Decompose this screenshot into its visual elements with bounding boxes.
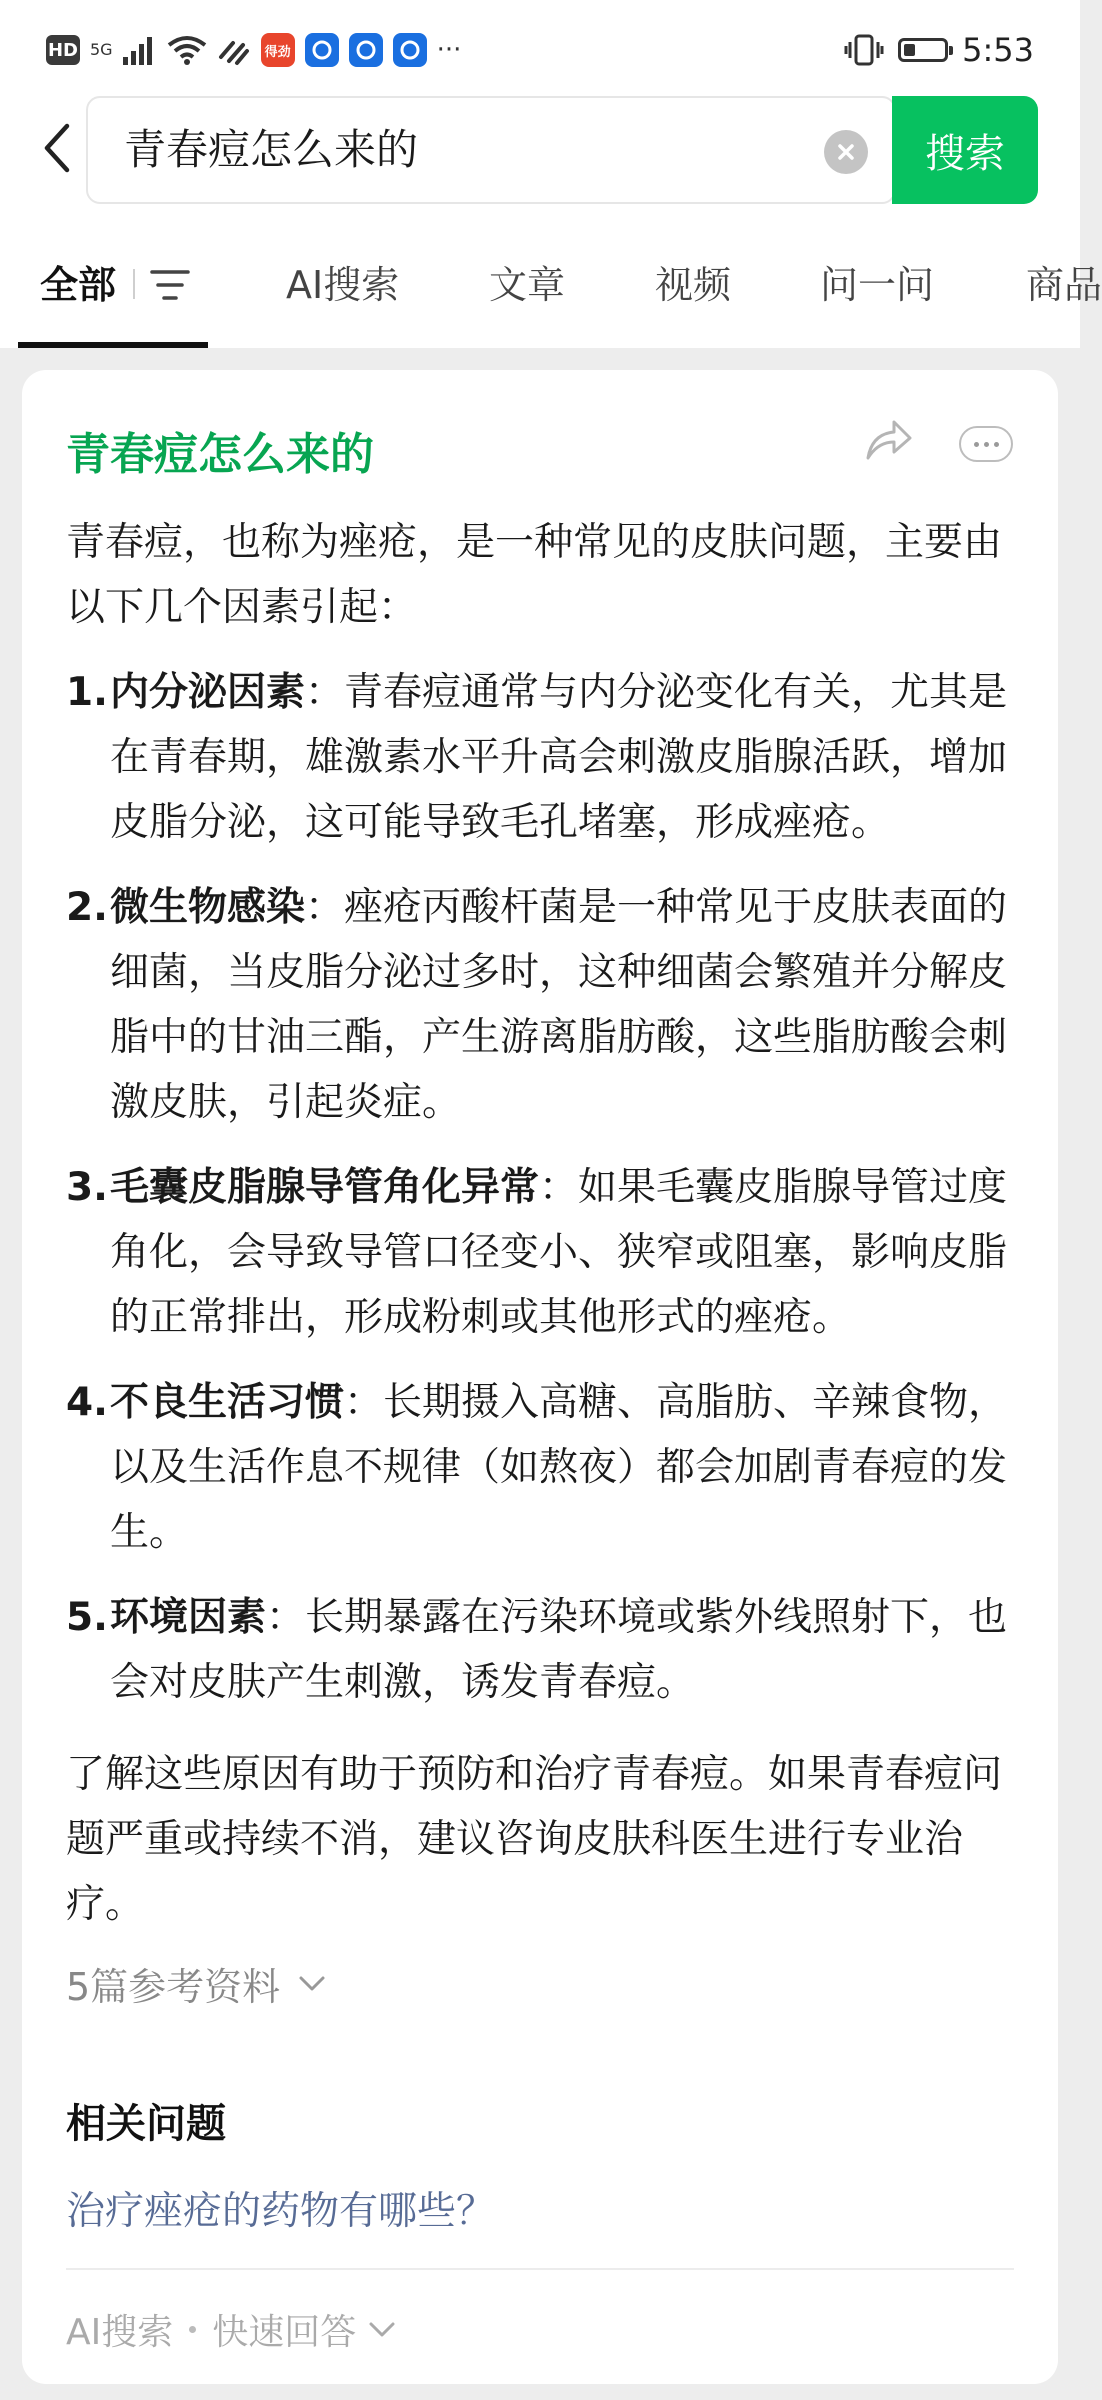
- more-notifications: ···: [436, 35, 462, 65]
- list-item-number: 2.: [66, 885, 108, 930]
- battery-icon: [898, 38, 948, 62]
- separator-dot: [189, 2326, 196, 2333]
- chevron-down-icon: [368, 2321, 396, 2339]
- answer-intro: 青春痘，也称为痤疮，是一种常见的皮肤问题，主要由以下几个因素引起：: [66, 520, 1003, 630]
- tab-bar: [0, 216, 1102, 348]
- list-item: [66, 1155, 1026, 1350]
- clear-search-button[interactable]: [824, 130, 868, 174]
- references-label: 5篇参考资料: [66, 1965, 281, 2009]
- ai-answer-card: [22, 370, 1058, 2384]
- source-label: AI搜索: [66, 2312, 174, 2353]
- tab-ai-search[interactable]: AI搜索: [286, 263, 400, 307]
- related-question-link[interactable]: 治疗痤疮的药物有哪些？: [66, 2189, 496, 2234]
- list-item-term: 毛囊皮脂腺导管角化异常: [110, 1165, 540, 1210]
- vibrate-icon: [844, 34, 884, 66]
- list-item-number: 4.: [66, 1380, 108, 1425]
- list-item-number: 1.: [66, 670, 108, 715]
- list-item-term: 微生物感染: [110, 885, 306, 930]
- tab-ask[interactable]: 问一问: [820, 263, 935, 307]
- answer-mode-dropdown[interactable]: [212, 2304, 396, 2355]
- app-badge-label: 得劲: [264, 44, 291, 60]
- list-item-number: 5.: [66, 1595, 108, 1640]
- divider: [66, 2268, 1014, 2270]
- list-item-term: 内分泌因素: [110, 670, 306, 715]
- close-icon: [836, 142, 856, 162]
- list-item-text: ：长期暴露在污染环境或紫外线照射下，也会对皮肤产生刺激，诱发青春痘。: [110, 1595, 1008, 1705]
- clock: 5:53: [962, 31, 1034, 69]
- related-questions-title: 相关问题: [66, 2101, 226, 2147]
- network-indicator: [90, 42, 113, 58]
- list-item: [66, 1585, 1026, 1715]
- more-options-icon[interactable]: [959, 426, 1013, 462]
- app-notification-icon: [393, 33, 427, 67]
- list-item-text: ：痤疮丙酸杆菌是一种常见于皮肤表面的细菌，当皮脂分泌过多时，这种细菌会繁殖并分解皮脂中的甘油三酯，产生游离脂肪酸，这些脂肪酸会刺激皮肤，引起炎症。: [110, 885, 1008, 1125]
- status-bar: [0, 0, 1080, 96]
- app-notification-icon: [261, 33, 295, 67]
- answer-footer: [66, 2304, 396, 2355]
- network-label: 5G: [90, 40, 113, 59]
- list-item-text: ：如果毛囊皮脂腺导管过度角化，会导致导管口径变小、狭窄或阻塞，影响皮脂的正常排出，形成粉刺或其他形式的痤疮。: [110, 1165, 1008, 1340]
- list-item: [66, 660, 1026, 855]
- list-item-number: 3.: [66, 1165, 108, 1210]
- status-right: [844, 28, 1034, 72]
- app-notification-icon: [349, 33, 383, 67]
- tab-products[interactable]: 商品: [1026, 263, 1102, 307]
- share-icon[interactable]: [864, 418, 912, 462]
- tab-articles[interactable]: 文章: [489, 263, 566, 307]
- data-saver-icon: [217, 35, 251, 65]
- chevron-left-icon: [41, 122, 71, 174]
- app-notification-icon: [305, 33, 339, 67]
- chevron-down-icon: [298, 1975, 326, 1993]
- hd-indicator: HD: [46, 35, 80, 65]
- references-toggle[interactable]: [66, 1956, 326, 2011]
- list-item-text: ：长期摄入高糖、高脂肪、辛辣食物，以及生活作息不规律（如熬夜）都会加剧青春痘的发生。: [110, 1380, 1008, 1555]
- wifi-icon: [167, 35, 207, 65]
- back-button[interactable]: [28, 118, 84, 178]
- search-button[interactable]: 搜索: [892, 96, 1038, 204]
- signal-icon: [123, 35, 157, 65]
- list-item-term: 不良生活习惯: [110, 1380, 345, 1425]
- search-query[interactable]: 青春痘怎么来的: [124, 125, 419, 174]
- list-item-term: 环境因素: [110, 1595, 267, 1640]
- list-item-text: ：青春痘通常与内分泌变化有关，尤其是在青春期，雄激素水平升高会刺激皮脂腺活跃，增加皮脂分泌，这可能导致毛孔堵塞，形成痤疮。: [110, 670, 1008, 845]
- tab-divider: [133, 269, 135, 299]
- list-item: [66, 875, 1026, 1135]
- cause-list: [66, 660, 1026, 1735]
- battery-level: [904, 44, 915, 56]
- search-input[interactable]: [86, 96, 896, 204]
- list-item: [66, 1370, 1026, 1565]
- filter-icon[interactable]: [150, 268, 190, 302]
- tab-all[interactable]: 全部: [40, 263, 117, 307]
- status-left: [46, 28, 461, 72]
- answer-mode-label: 快速回答: [212, 2312, 357, 2353]
- active-tab-indicator: [18, 342, 208, 348]
- search-header: [0, 96, 1080, 216]
- answer-title: 青春痘怎么来的: [66, 429, 374, 480]
- tab-videos[interactable]: 视频: [655, 263, 732, 307]
- answer-conclusion: 了解这些原因有助于预防和治疗青春痘。如果青春痘问题严重或持续不消，建议咨询皮肤科医生进行专业治疗。: [66, 1752, 1003, 1927]
